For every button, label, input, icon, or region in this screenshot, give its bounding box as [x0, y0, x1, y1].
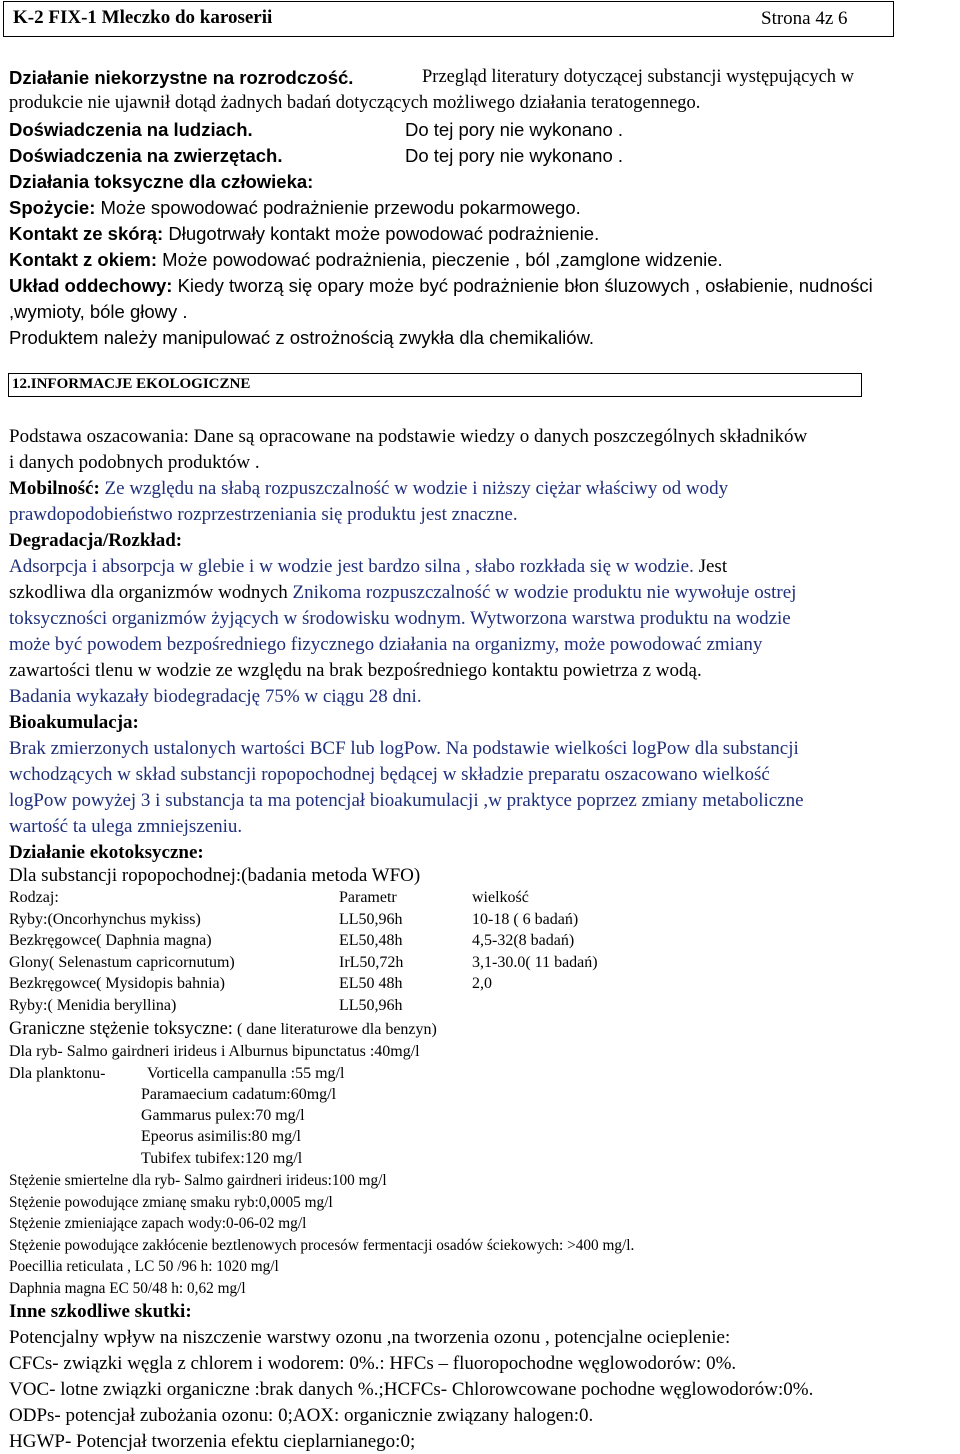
repro-text-1: Przegląd literatury dotyczącej substancji występujących w	[422, 67, 855, 87]
ecotox-subheading: Dla substancji ropopochodnej:(badania metoda WFO)	[9, 865, 421, 886]
basis-line-1: Podstawa oszacowania: Dane są opracowane na podstawie wiedzy o danych poszczególnych składników	[9, 426, 808, 447]
resp-line-1	[9, 275, 873, 297]
ingest-text: Może spowodować podrażnienie przewodu pokarmowego.	[100, 197, 581, 218]
plankton-label: Dla planktonu-	[9, 1065, 106, 1082]
ecotox-heading: Działanie ekotoksyczne:	[9, 842, 204, 863]
page-header	[3, 1, 894, 37]
mobility-text-1: Ze względu na słabą rozpuszczalność w wodzie i niższy ciężar właściwy od wody	[104, 478, 729, 499]
limit-line	[9, 1019, 437, 1040]
table-cell-species: Ryby:( Menidia beryllina)	[9, 997, 177, 1014]
deg-3b: Wytworzona warstwa produktu na wodzie	[465, 608, 791, 629]
bio-1b: Na podstawie wielkości logPow dla substancji	[441, 738, 799, 759]
repro-label: Działanie niekorzystne na rozrodczość.	[9, 67, 354, 88]
other-line: HGWP- Potencjał tworzenia efektu cieplarnianego:0;	[9, 1431, 416, 1452]
document-title: K-2 FIX-1 Mleczko do karoserii	[13, 7, 273, 28]
table-cell-species: Bezkręgowce( Mysidopis bahnia)	[9, 975, 225, 992]
plankton-item: Paramaecium cadatum:60mg/l	[141, 1086, 337, 1103]
table-header-value: wielkość	[472, 889, 529, 906]
eye-label: Kontakt z okiem:	[9, 249, 158, 270]
other-line: Potencjalny wpływ na niszczenie warstwy ozonu ,na tworzenia ozonu , potencjalne ocieplenie:	[9, 1327, 731, 1348]
conc-line: Stężenie powodujące zmianę smaku ryb:0,0005 mg/l	[9, 1194, 333, 1211]
deg-1a: Adsorpcja i absorpcja w glebie i w wodzie jest bardzo silna , słabo rozkłada się w wodzie.	[9, 556, 694, 577]
section-12-heading-box	[8, 373, 862, 397]
other-line: VOC- lotne związki organiczne :brak danych %.;HCFCs- Chlorowcowane pochodne węglowodorów:0%.	[9, 1379, 814, 1400]
human-label: Doświadczenia na ludziach.	[9, 119, 253, 140]
deg-line-1	[9, 556, 727, 578]
table-cell-value: 3,1-30.0( 11 badań)	[472, 954, 598, 971]
handling-note: Produktem należy manipulować z ostrożnością zwykła dla chemikaliów.	[9, 327, 595, 348]
deg-2b: Znikoma rozpuszczalność w wodzie produktu nie wywołuje ostrej	[287, 582, 797, 603]
resp-text-1: Kiedy tworzą się opary może być podrażnienie błon śluzowych , osłabienie, nudności	[177, 275, 873, 296]
table-header-parameter: Parametr	[339, 889, 397, 906]
deg-line-4: może być powodem bezpośredniego fizycznego działania na organizmy, może powodować zmiany	[9, 634, 763, 655]
table-cell-species: Glony( Selenastum capricornutum)	[9, 954, 235, 971]
other-line: ODPs- potencjał zubożania ozonu: 0;AOX: organicznie związany halogen:0.	[9, 1405, 594, 1426]
repro-line-1	[9, 67, 353, 90]
limit-note: ( dane literaturowe dla benzyn)	[232, 1021, 437, 1038]
skin-line	[9, 223, 599, 245]
other-effects-heading: Inne szkodliwe skutki:	[9, 1301, 192, 1322]
animal-label: Doświadczenia na zwierzętach.	[9, 145, 283, 166]
table-cell-parameter: IrL50,72h	[339, 954, 404, 971]
conc-line: Stężenie smiertelne dla ryb- Salmo gairdneri irideus:100 mg/l	[9, 1172, 387, 1189]
plankton-item: Gammarus pulex:70 mg/l	[141, 1107, 305, 1124]
eye-text: Może powodować podrażnienia, pieczenie , ból ,zamglone widzenie.	[162, 249, 723, 270]
eye-line	[9, 249, 723, 271]
bio-line-4: wartość ta ulega zmniejszeniu.	[9, 816, 243, 837]
bio-line-2: wchodzących w skład substancji ropopochodnej będącej w składzie preparatu oszacowano wielkość	[9, 764, 770, 785]
human-value: Do tej pory nie wykonano .	[405, 119, 624, 140]
section-12-heading: 12.INFORMACJE EKOLOGICZNE	[12, 376, 251, 392]
deg-3a: toksyczności organizmów żyjących w środowisku wodnym.	[9, 608, 466, 629]
conc-line: Daphnia magna EC 50/48 h: 0,62 mg/l	[9, 1280, 246, 1297]
table-cell-parameter: LL50,96h	[339, 997, 403, 1014]
deg-line-2	[9, 582, 796, 604]
conc-line: Poecillia reticulata , LC 50 /96 h: 1020 mg/l	[9, 1258, 279, 1275]
deg-line-3	[9, 608, 791, 630]
plankton-item: Tubifex tubifex:120 mg/l	[141, 1150, 303, 1167]
mobility-line-1	[9, 478, 728, 500]
bio-line-3: logPow powyżej 3 i substancja ta ma potencjał bioakumulacji ,w praktyce poprzez zmiany metaboliczne	[9, 790, 804, 811]
deg-line-5: zawartości tlenu w wodzie ze względu na brak bezpośredniego kontaktu powietrza z wodą.	[9, 660, 702, 681]
deg-2a: szkodliwa dla organizmów wodnych	[9, 582, 288, 603]
plankton-item: Epeorus asimilis:80 mg/l	[141, 1128, 301, 1145]
table-header-species: Rodzaj:	[9, 889, 59, 906]
mobility-line-2: prawdopodobieństwo rozprzestrzeniania się produktu jest znaczne.	[9, 504, 518, 525]
table-cell-value: 2,0	[472, 975, 492, 992]
resp-label: Układ oddechowy:	[9, 275, 173, 296]
mobility-label: Mobilność:	[9, 478, 100, 499]
fish-limit: Dla ryb- Salmo gairdneri irideus i Alburnus bipunctatus :40mg/l	[9, 1043, 420, 1060]
degradation-heading: Degradacja/Rozkład:	[9, 530, 183, 551]
table-cell-parameter: EL50,48h	[339, 932, 403, 949]
ingest-label: Spożycie:	[9, 197, 96, 218]
table-cell-species: Ryby:(Oncorhynchus mykiss)	[9, 911, 201, 928]
table-cell-value: 4,5-32(8 badań)	[472, 932, 575, 949]
tox-heading: Działania toksyczne dla człowieka:	[9, 171, 314, 192]
deg-1b: Jest	[693, 556, 728, 577]
basis-line-2: i danych podobnych produktów .	[9, 452, 260, 473]
conc-line: Stężenie powodujące zakłócenie beztlenowych procesów fermentacji osadów ściekowych: >400 mg/l.	[9, 1237, 635, 1254]
animal-value: Do tej pory nie wykonano .	[405, 145, 624, 166]
bio-line-1	[9, 738, 799, 760]
ingest-line	[9, 197, 581, 219]
bioaccumulation-heading: Bioakumulacja:	[9, 712, 139, 733]
deg-line-6: Badania wykazały biodegradację 75% w ciągu 28 dni.	[9, 686, 422, 707]
skin-label: Kontakt ze skórą:	[9, 223, 164, 244]
bio-1a: Brak zmierzonych ustalonych wartości BCF lub logPow.	[9, 738, 442, 759]
conc-line: Stężenie zmieniające zapach wody:0-06-02 mg/l	[9, 1215, 307, 1232]
page-number: Strona 4z 6	[761, 8, 848, 29]
table-cell-parameter: LL50,96h	[339, 911, 403, 928]
table-cell-value: 10-18 ( 6 badań)	[472, 911, 579, 928]
plankton-item: Vorticella campanulla :55 mg/l	[147, 1065, 345, 1082]
resp-text-2: ,wymioty, bóle głowy .	[9, 301, 188, 322]
other-line: CFCs- związki węgla z chlorem i wodorem: 0%.: HFCs – fluoropochodne węglowodorów: 0%.	[9, 1353, 737, 1374]
repro-text-2: produkcie nie ujawnił dotąd żadnych badań dotyczących możliwego działania teratogennego.	[9, 93, 701, 113]
limit-label: Graniczne stężenie toksyczne:	[9, 1019, 233, 1039]
table-cell-parameter: EL50 48h	[339, 975, 403, 992]
skin-text: Długotrwały kontakt może powodować podrażnienie.	[168, 223, 600, 244]
table-cell-species: Bezkręgowce( Daphnia magna)	[9, 932, 212, 949]
